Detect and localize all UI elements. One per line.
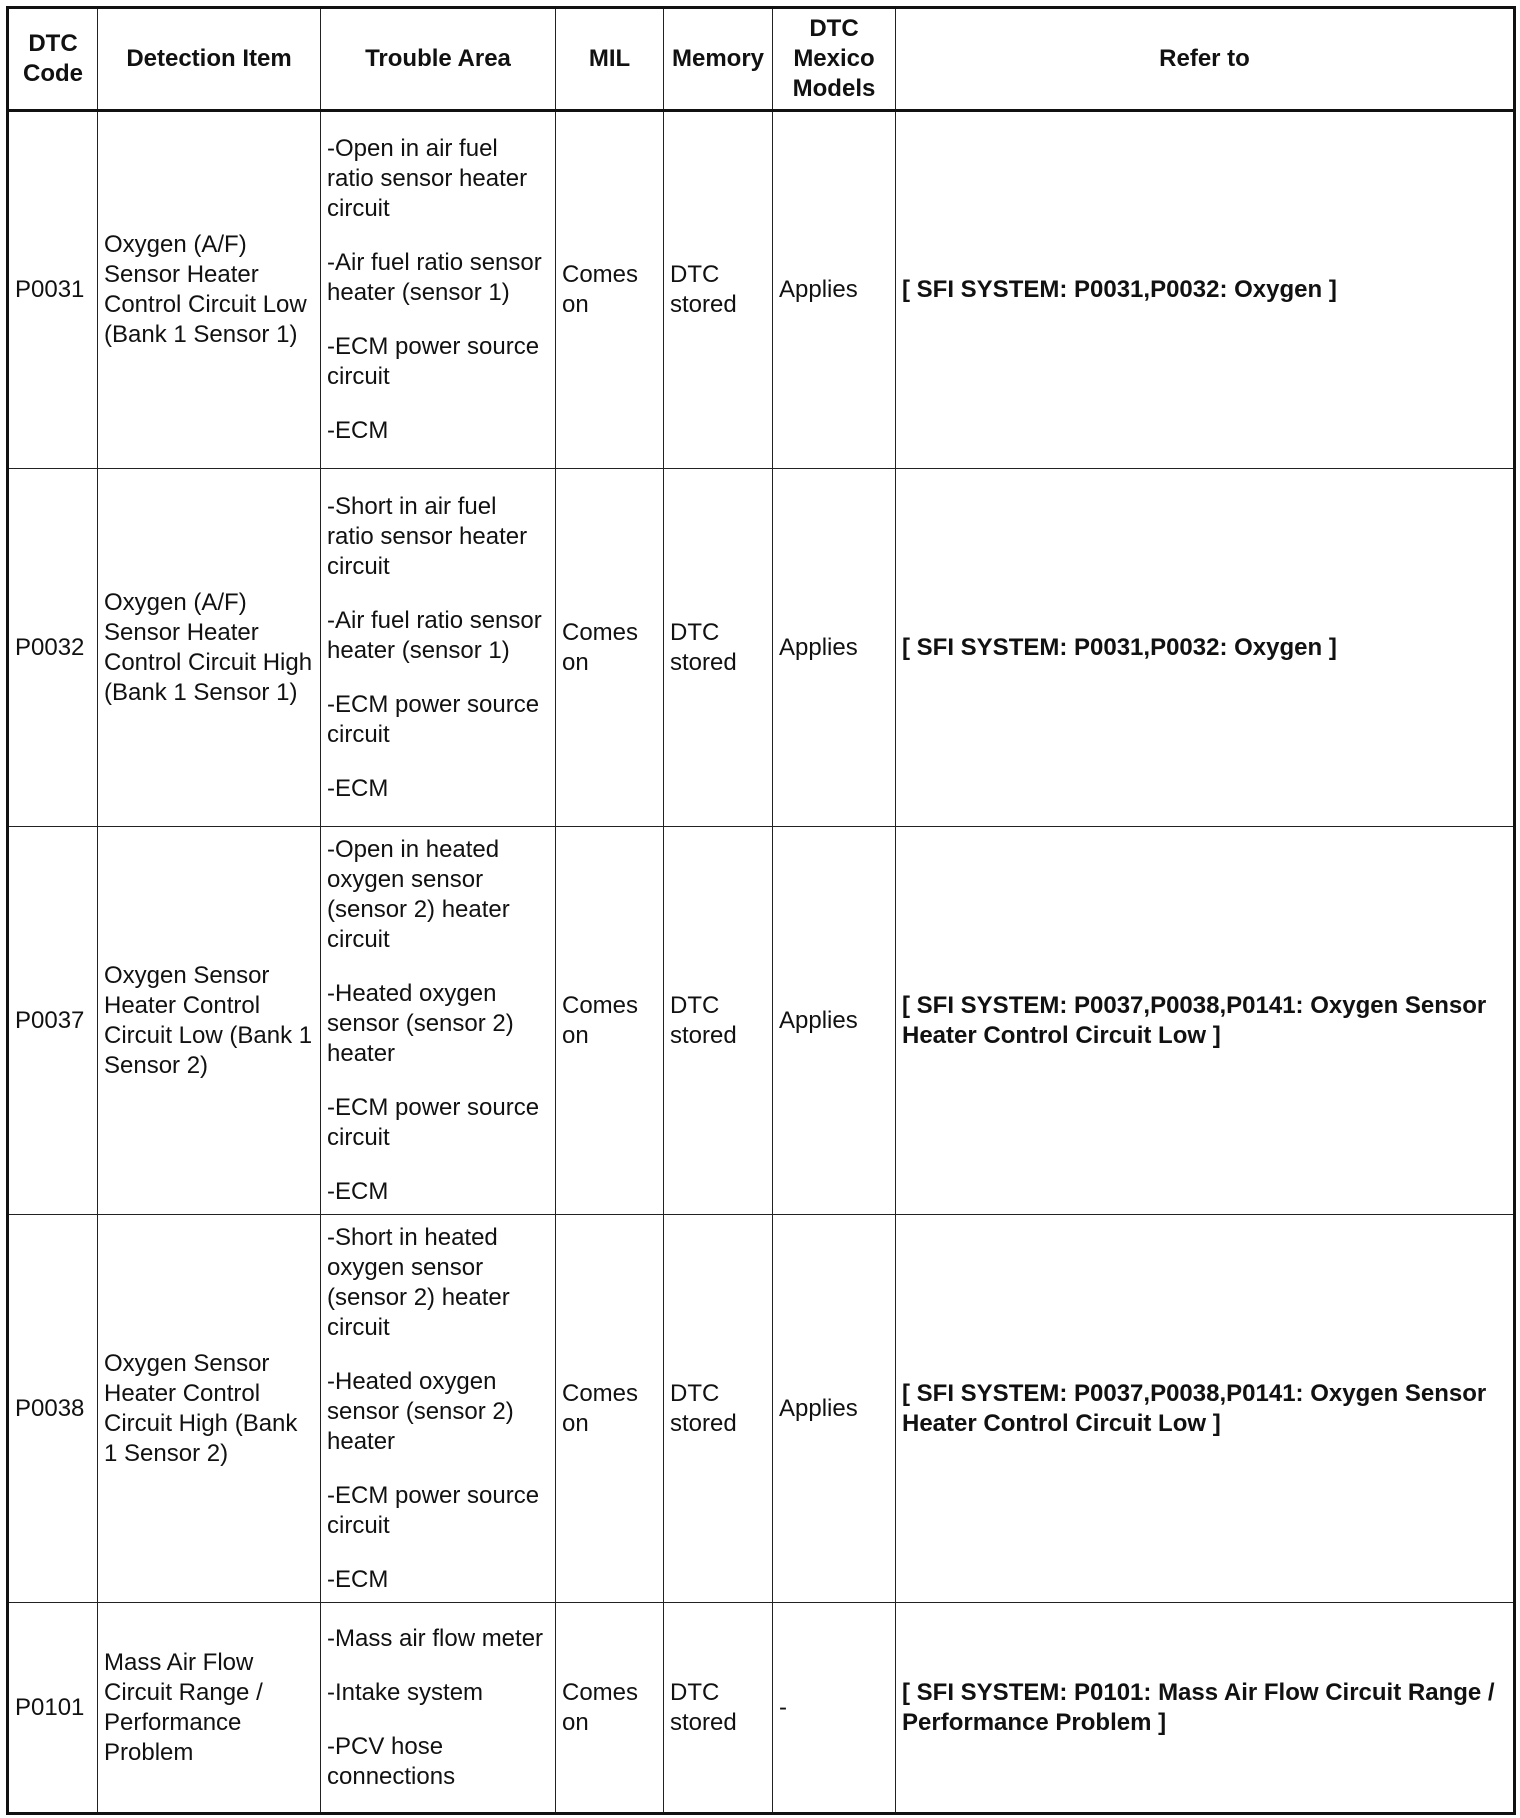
header-refer-to: Refer to bbox=[896, 8, 1515, 111]
detection-item-cell: Oxygen Sensor Heater Control Circuit High (Bank 1 Sensor 2) bbox=[98, 1215, 321, 1603]
memory-cell: DTC stored bbox=[664, 1215, 773, 1603]
header-dtc-code: DTC Code bbox=[8, 8, 98, 111]
trouble-area-cell bbox=[321, 1603, 556, 1814]
trouble-area-item: -Short in heated oxygen sensor (sensor 2) heater circuit bbox=[327, 1223, 510, 1341]
table-row bbox=[8, 111, 1515, 469]
refer-to-link[interactable]: [ SFI SYSTEM: P0037,P0038,P0141: Oxygen Sensor Heater Control Circuit Low ] bbox=[896, 1215, 1515, 1603]
table-row bbox=[8, 827, 1515, 1215]
mil-cell: Comes on bbox=[556, 827, 664, 1215]
trouble-area-item: -ECM bbox=[327, 417, 389, 444]
header-mexico-models: DTC Mexico Models bbox=[773, 8, 896, 111]
dtc-code-cell: P0031 bbox=[8, 111, 98, 469]
trouble-area-item: -ECM bbox=[327, 1177, 389, 1205]
header-trouble-area: Trouble Area bbox=[321, 8, 556, 111]
memory-cell: DTC stored bbox=[664, 1603, 773, 1814]
trouble-area-item: -Air fuel ratio sensor heater (sensor 1) bbox=[327, 249, 542, 306]
header-detection-item: Detection Item bbox=[98, 8, 321, 111]
trouble-area-item: -Open in heated oxygen sensor (sensor 2) heater circuit bbox=[327, 835, 510, 953]
refer-to-link[interactable]: [ SFI SYSTEM: P0037,P0038,P0141: Oxygen Sensor Heater Control Circuit Low ] bbox=[896, 827, 1515, 1215]
memory-cell: DTC stored bbox=[664, 827, 773, 1215]
mexico-models-cell: Applies bbox=[773, 827, 896, 1215]
header-memory: Memory bbox=[664, 8, 773, 111]
trouble-area-item: -Heated oxygen sensor (sensor 2) heater bbox=[327, 979, 514, 1067]
dtc-table bbox=[6, 6, 1516, 1815]
trouble-area-item: -ECM bbox=[327, 774, 389, 802]
trouble-area-cell bbox=[321, 469, 556, 827]
table-row bbox=[8, 1215, 1515, 1603]
trouble-area-item: -Open in air fuel ratio sensor heater circuit bbox=[327, 135, 528, 222]
detection-item-cell: Mass Air Flow Circuit Range / Performance Problem bbox=[98, 1603, 321, 1814]
trouble-area-item: -Mass air flow meter bbox=[327, 1624, 544, 1652]
table-row bbox=[8, 469, 1515, 827]
trouble-area-item: -ECM bbox=[327, 1565, 389, 1593]
mil-cell: Comes on bbox=[556, 1603, 664, 1814]
mil-cell: Comes on bbox=[556, 469, 664, 827]
memory-cell: DTC stored bbox=[664, 111, 773, 469]
dtc-code-cell: P0038 bbox=[8, 1215, 98, 1603]
detection-item-cell: Oxygen (A/F) Sensor Heater Control Circuit High (Bank 1 Sensor 1) bbox=[98, 469, 321, 827]
trouble-area-item: -ECM power source circuit bbox=[327, 333, 540, 390]
trouble-area-item: -ECM power source circuit bbox=[327, 1481, 540, 1539]
refer-to-link[interactable]: [ SFI SYSTEM: P0101: Mass Air Flow Circuit Range / Performance Problem ] bbox=[896, 1603, 1515, 1814]
detection-item-cell: Oxygen Sensor Heater Control Circuit Low (Bank 1 Sensor 2) bbox=[98, 827, 321, 1215]
detection-item-cell: Oxygen (A/F) Sensor Heater Control Circuit Low (Bank 1 Sensor 1) bbox=[98, 111, 321, 469]
trouble-area-item: -Heated oxygen sensor (sensor 2) heater bbox=[327, 1367, 514, 1455]
trouble-area-item: -ECM power source circuit bbox=[327, 1093, 540, 1151]
mil-cell: Comes on bbox=[556, 1215, 664, 1603]
trouble-area-item: -Short in air fuel ratio sensor heater circuit bbox=[327, 492, 528, 580]
dtc-code-cell: P0032 bbox=[8, 469, 98, 827]
refer-to-link[interactable]: [ SFI SYSTEM: P0031,P0032: Oxygen ] bbox=[896, 469, 1515, 827]
table-row bbox=[8, 1603, 1515, 1814]
trouble-area-item: -ECM power source circuit bbox=[327, 690, 540, 748]
trouble-area-item: -Intake system bbox=[327, 1678, 484, 1706]
trouble-area-item: -Air fuel ratio sensor heater (sensor 1) bbox=[327, 606, 542, 664]
mil-cell: Comes on bbox=[556, 111, 664, 469]
header-mil: MIL bbox=[556, 8, 664, 111]
mexico-models-cell: Applies bbox=[773, 469, 896, 827]
trouble-area-cell bbox=[321, 111, 556, 469]
dtc-code-cell: P0101 bbox=[8, 1603, 98, 1814]
table-header-row bbox=[8, 8, 1515, 111]
trouble-area-cell bbox=[321, 827, 556, 1215]
mexico-models-cell: - bbox=[773, 1603, 896, 1814]
dtc-code-cell: P0037 bbox=[8, 827, 98, 1215]
memory-cell: DTC stored bbox=[664, 469, 773, 827]
mexico-models-cell: Applies bbox=[773, 1215, 896, 1603]
mexico-models-cell: Applies bbox=[773, 111, 896, 469]
trouble-area-item: -PCV hose connections bbox=[327, 1732, 456, 1790]
refer-to-link[interactable]: [ SFI SYSTEM: P0031,P0032: Oxygen ] bbox=[896, 111, 1515, 469]
trouble-area-cell bbox=[321, 1215, 556, 1603]
